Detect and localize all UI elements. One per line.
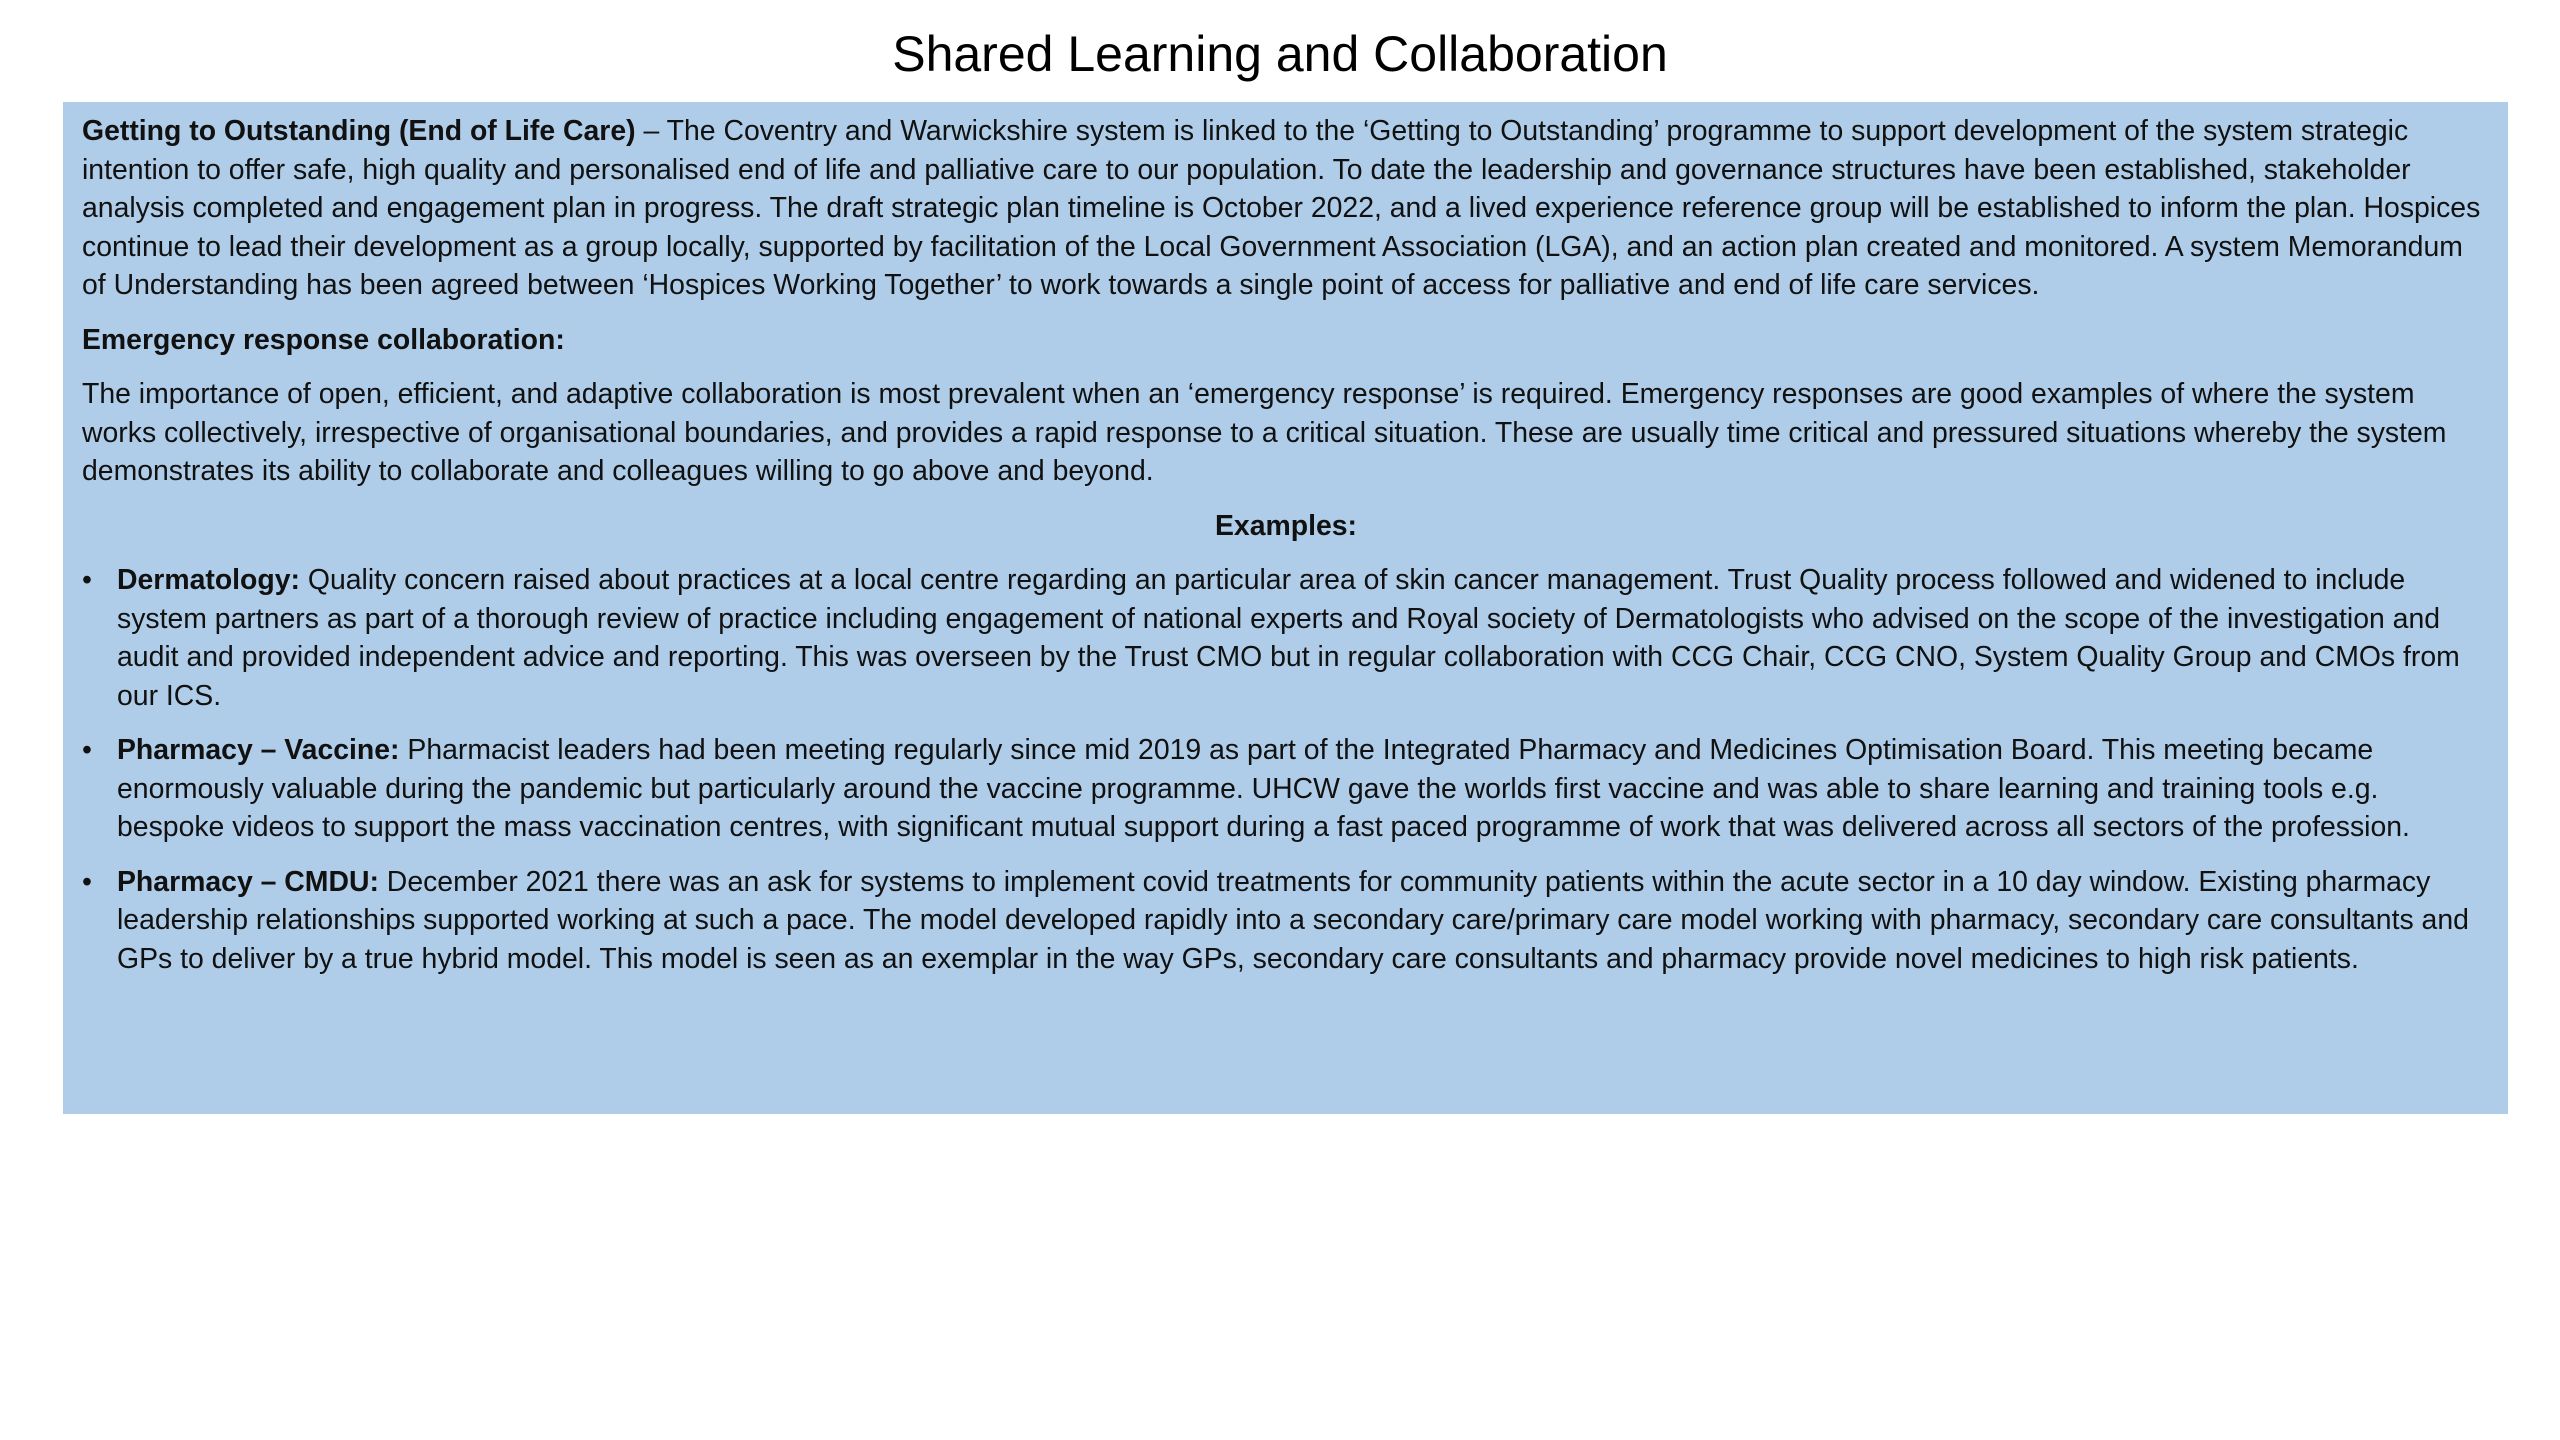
content-panel [63, 102, 2508, 1114]
example-title-pharmacy-cmdu: Pharmacy – CMDU: [117, 865, 379, 898]
slide-title: Shared Learning and Collaboration [892, 26, 1668, 82]
list-item [82, 731, 2490, 847]
example-text-pharmacy-cmdu: December 2021 there was an ask for systems to implement covid treatments for community patients within the acute sector in a 10 day window. Existing pharmacy leadership relationships supported working at such a pace. The model developed rapidly into a secondary care/primary care model working with pharmacy, secondary care consultants and GPs to deliver by a true hybrid model. This model is seen as an exemplar in the way GPs, secondary care consultants and pharmacy provide novel medicines to high risk patients. [117, 865, 2469, 975]
list-item [82, 863, 2490, 979]
intro-text: – The Coventry and Warwickshire system is linked to the ‘Getting to Outstanding’ programme to support development of the system strategic intention to offer safe, high quality and personalised end of life and palliative care to our population. To date the leadership and governance structures have been established, stakeholder analysis completed and engagement plan in progress. The draft strategic plan timeline is October 2022, and a lived experience reference group will be established to inform the plan. Hospices continue to lead their development as a group locally, supported by facilitation of the Local Government Association (LGA), and an action plan created and monitored. A system Memorandum of Understanding has been agreed between ‘Hospices Working Together’ to work towards a single point of access for palliative and end of life care services. [82, 115, 2481, 301]
example-title-pharmacy-vaccine: Pharmacy – Vaccine: [117, 734, 400, 766]
bullet-icon: • [82, 865, 92, 898]
examples-list [82, 561, 2490, 978]
bullet-icon: • [82, 734, 92, 766]
bullet-icon: • [82, 564, 92, 596]
examples-heading: Examples: [1214, 509, 1358, 542]
example-title-dermatology: Dermatology: [117, 564, 300, 596]
emergency-heading: Emergency response collaboration: [82, 323, 565, 356]
emergency-paragraph: The importance of open, efficient, and adaptive collaboration is most prevalent when an ‘emergency response’ is required. Emergency responses are good examples of where the system works collectively, irrespective of organisational boundaries, and provides a rapid response to a critical situation. These are usually time critical and pressured situations whereby the system demonstrates its ability to collaborate and colleagues willing to go above and beyond. [82, 378, 2447, 487]
example-text-pharmacy-vaccine: Pharmacist leaders had been meeting regularly since mid 2019 as part of the Integrated Pharmacy and Medicines Optimisation Board. This meeting became enormously valuable during the pandemic but particularly around the vaccine programme. UHCW gave the worlds first vaccine and was able to share learning and training tools e.g. bespoke videos to support the mass vaccination centres, with significant mutual support during a fast paced programme of work that was delivered across all sectors of the profession. [117, 734, 2410, 843]
intro-bold-lead: Getting to Outstanding (End of Life Care) [82, 115, 636, 147]
list-item [82, 561, 2490, 715]
example-text-dermatology: Quality concern raised about practices at a local centre regarding an particular area of skin cancer management. Trust Quality process followed and widened to include system partners as part of a thorough review of practice including engagement of national experts and Royal society of Dermatologists who advised on the scope of the investigation and audit and provided independent advice and reporting. This was overseen by the Trust CMO but in regular collaboration with CCG Chair, CCG CNO, System Quality Group and CMOs from our ICS. [117, 564, 2460, 712]
intro-paragraph [82, 112, 2490, 305]
